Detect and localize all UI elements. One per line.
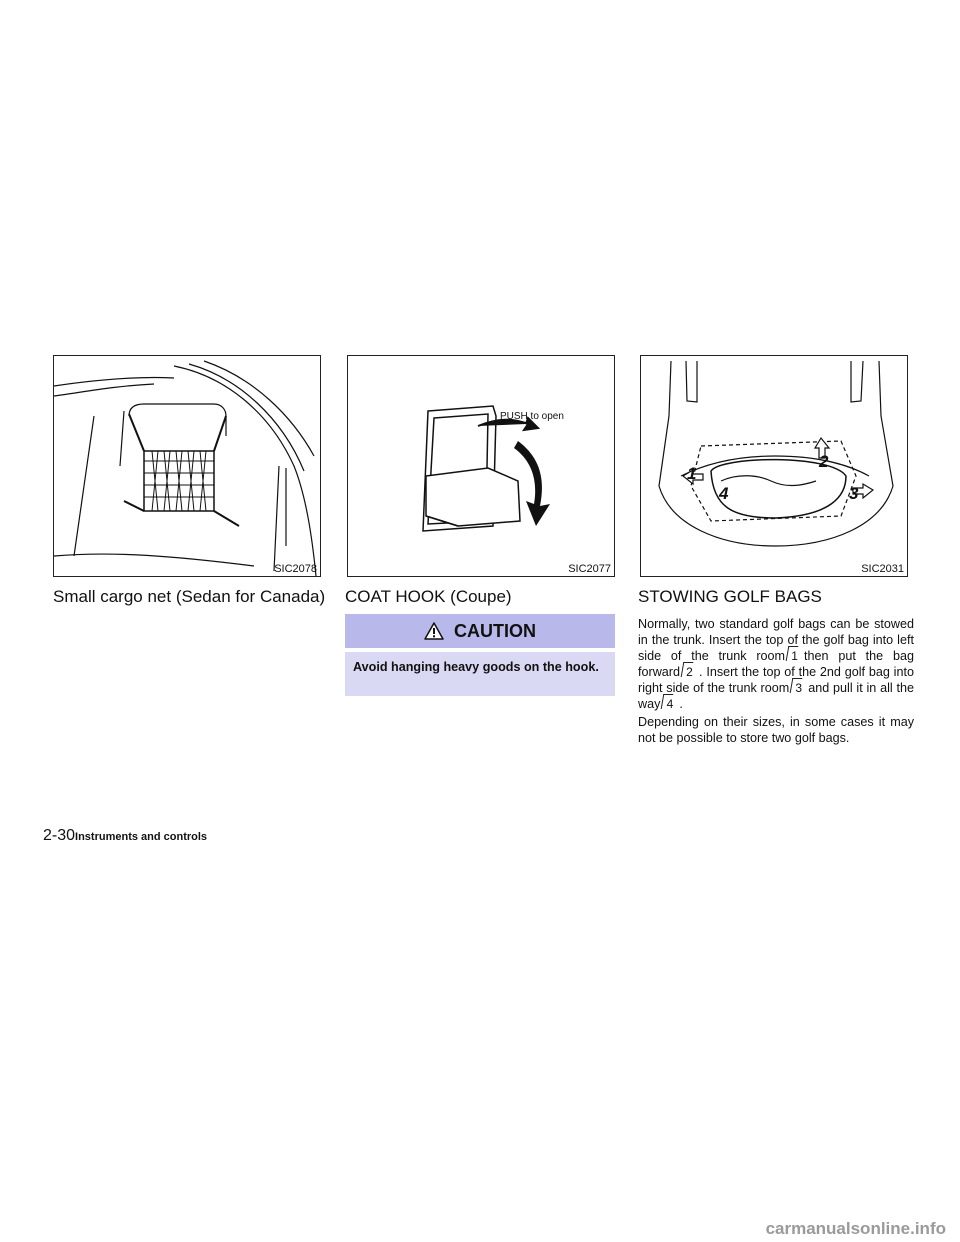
figure-code: SIC2078 (274, 563, 317, 575)
watermark[interactable]: carmanualsonline.info (765, 1219, 946, 1238)
callout-4: 4 (719, 484, 729, 503)
coat-hook-heading: COAT HOOK (Coupe) (345, 587, 512, 606)
callout-3: 3 (849, 484, 859, 503)
figure-code: SIC2031 (861, 563, 904, 575)
step-number-3: 3 (792, 682, 805, 695)
cargo-net-figure (53, 355, 321, 577)
golf-bags-heading: STOWING GOLF BAGS (638, 587, 822, 606)
text-run: . (679, 697, 683, 711)
golf-bags-paragraph-1 (638, 616, 914, 712)
figure-code: SIC2077 (568, 563, 611, 575)
text-run: Normally, two standard golf bags can be stowed in the trunk. Insert the top of the golf bag into left side of the trunk room (638, 617, 914, 663)
page-number: 2-30 (43, 827, 76, 844)
caution-box (345, 614, 615, 696)
cargo-net-illustration (54, 356, 320, 576)
text-run: and pull it in all the way (638, 681, 914, 711)
callout-2: 2 (819, 452, 829, 471)
golf-bags-paragraph-2: Depending on their sizes, in some cases it may not be possible to store two golf bags. (638, 715, 914, 745)
callout-1: 1 (687, 464, 697, 483)
step-number-4: 4 (663, 698, 676, 711)
step-number-2: 2 (683, 666, 696, 679)
section-name: Instruments and controls (75, 831, 208, 843)
golf-bags-illustration (641, 356, 907, 576)
text-run: . Insert the top of the 2nd golf bag into right side of the trunk room (638, 665, 914, 695)
golf-bags-figure (640, 355, 908, 577)
coat-hook-illustration (348, 356, 614, 576)
net-mesh (124, 414, 239, 526)
caution-label: CAUTION (454, 621, 536, 641)
caution-text: Avoid hanging heavy goods on the hook. (345, 652, 615, 696)
cargo-net-heading: Small cargo net (Sedan for Canada) (53, 587, 326, 606)
caution-header (345, 614, 615, 648)
step-number-1: 1 (788, 650, 801, 663)
warning-triangle-icon (424, 622, 444, 640)
push-label: PUSH to open (500, 411, 564, 422)
coat-hook-figure (347, 355, 615, 577)
text-run: then put the bag forward (638, 649, 914, 679)
page-footer (43, 827, 207, 845)
